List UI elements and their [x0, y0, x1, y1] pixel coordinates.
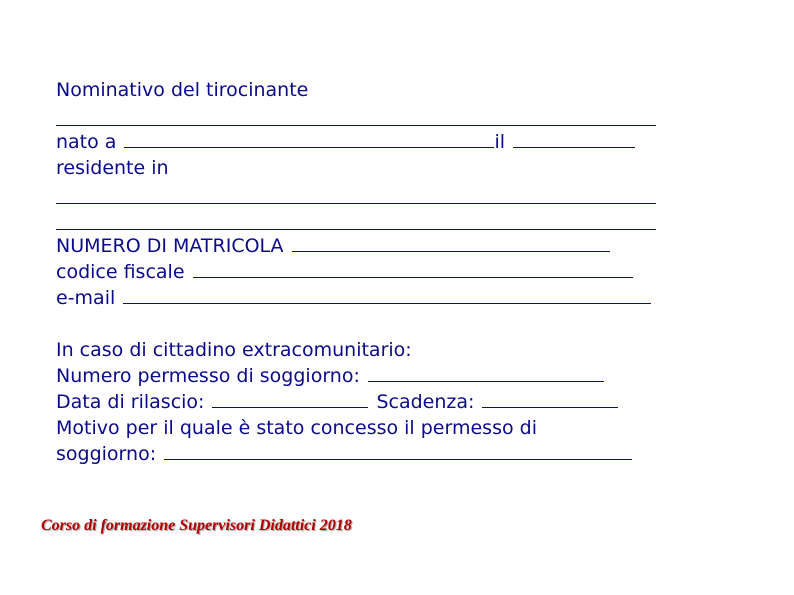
- residente-label: residente in: [56, 157, 169, 179]
- permesso-field[interactable]: [368, 364, 604, 382]
- il-label: il: [494, 131, 506, 153]
- permesso-row: [56, 363, 656, 389]
- nato-label: nato a: [56, 131, 117, 153]
- email-row: [56, 285, 656, 311]
- motivo-label-line2: soggiorno:: [56, 443, 157, 465]
- motivo-label-line1: Motivo per il quale è stato concesso il permesso di: [56, 417, 537, 439]
- email-label: e-mail: [56, 287, 116, 309]
- extracomunitario-heading: In caso di cittadino extracomunitario:: [56, 339, 412, 361]
- nominativo-field[interactable]: [56, 103, 656, 126]
- nominativo-label: Nominativo del tirocinante: [56, 79, 309, 101]
- residente-row: [56, 155, 656, 181]
- nominativo-row: [56, 77, 656, 103]
- motivo-row-2: [56, 441, 656, 467]
- scadenza-label: Scadenza:: [376, 391, 475, 413]
- birthdate-field[interactable]: [513, 130, 635, 148]
- motivo-row-1: [56, 415, 656, 441]
- extracomunitario-row: [56, 337, 656, 363]
- rilascio-field[interactable]: [212, 390, 368, 408]
- matricola-label: NUMERO DI MATRICOLA: [56, 235, 284, 257]
- codice-fiscale-field[interactable]: [193, 260, 633, 278]
- scadenza-field[interactable]: [482, 390, 618, 408]
- trainee-form: [56, 77, 656, 467]
- rilascio-row: [56, 389, 656, 415]
- nato-row: [56, 129, 656, 155]
- matricola-row: [56, 233, 656, 259]
- permesso-label: Numero permesso di soggiorno:: [56, 365, 360, 387]
- nominativo-blank-row: [56, 103, 656, 129]
- residence-field-2[interactable]: [56, 207, 656, 230]
- motivo-field[interactable]: [164, 442, 632, 460]
- email-field[interactable]: [123, 286, 651, 304]
- codice-fiscale-row: [56, 259, 656, 285]
- birthplace-field[interactable]: [124, 130, 494, 148]
- course-footer: Corso di formazione Supervisori Didattici 2018: [41, 517, 352, 534]
- residence-blank-row-1: [56, 181, 656, 207]
- codice-fiscale-label: codice fiscale: [56, 261, 185, 283]
- residence-blank-row-2: [56, 207, 656, 233]
- residence-field-1[interactable]: [56, 181, 656, 204]
- rilascio-label: Data di rilascio:: [56, 391, 205, 413]
- matricola-field[interactable]: [292, 234, 610, 252]
